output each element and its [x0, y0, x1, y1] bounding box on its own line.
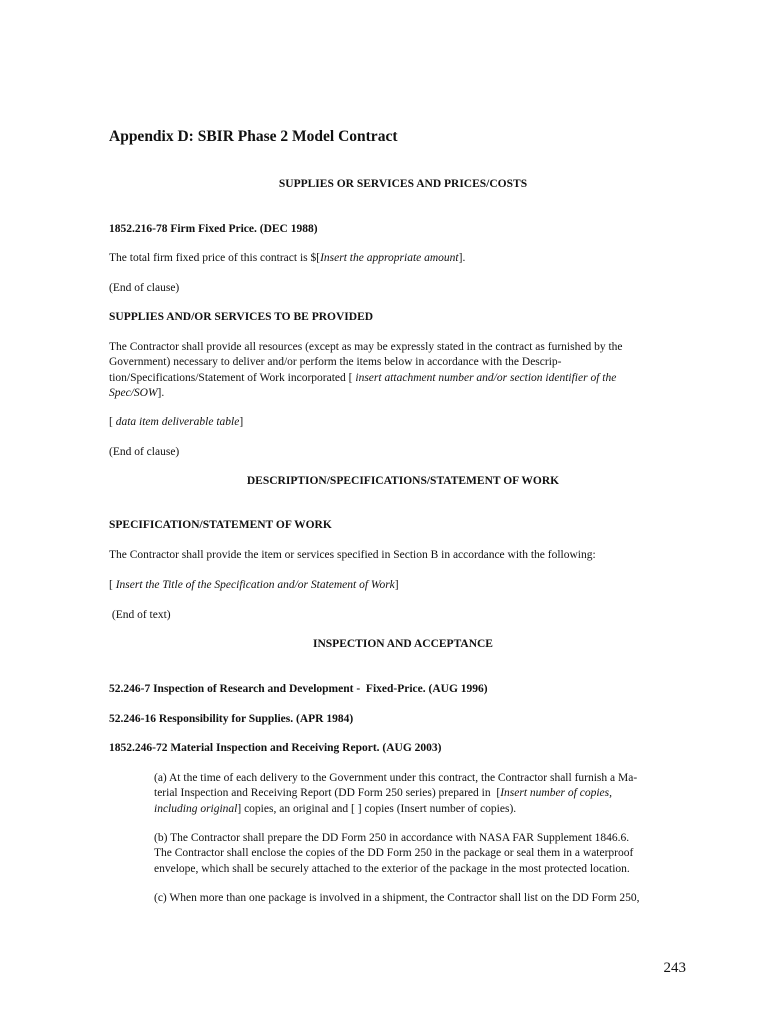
- paragraph-b: [154, 831, 633, 877]
- paragraph-c: [154, 891, 640, 906]
- heading-inspection: INSPECTION AND ACCEPTANCE: [313, 638, 493, 650]
- paragraph-a-line-1: (a) At the time of each delivery to the Government under this contract, the Contractor shall furnish a Ma-: [154, 772, 638, 784]
- insert-title-prefix: [: [109, 579, 116, 591]
- paragraph-a-line-3-text: ] copies, an original and [ ] copies (Insert number of copies).: [237, 802, 517, 815]
- firm-price-prefix: The total firm fixed price of this contract is $[: [109, 252, 321, 264]
- resources-line-1: The Contractor shall provide all resources (except as may be expressly stated in the contract as furnished by the: [109, 341, 623, 353]
- insert-title-paragraph: [109, 578, 399, 593]
- paragraph-c-line-1: (c) When more than one package is involved in a shipment, the Contractor shall list on the DD Form 250,: [154, 892, 640, 904]
- contractor-item-paragraph: The Contractor shall provide the item or services specified in Section B in accordance with the following:: [109, 549, 596, 561]
- data-item-placeholder: data item deliverable table: [115, 416, 240, 428]
- firm-price-suffix: ].: [458, 252, 466, 264]
- page-number: 243: [663, 960, 686, 976]
- end-of-text: (End of text): [109, 609, 171, 621]
- resources-line-3-text: tion/Specifications/Statement of Work incorporated [: [109, 371, 356, 384]
- clause-52-246-16: 52.246-16 Responsibility for Supplies. (APR 1984): [109, 713, 354, 725]
- heading-supplies-provided: SUPPLIES AND/OR SERVICES TO BE PROVIDED: [109, 311, 374, 323]
- clause-52-246-7: 52.246-7 Inspection of Research and Development - Fixed-Price. (AUG 1996): [109, 683, 488, 695]
- heading-supplies-prices: SUPPLIES OR SERVICES AND PRICES/COSTS: [278, 178, 528, 190]
- paragraph-b-line-3: envelope, which shall be securely attached to the exterior of the package in the most protected location.: [154, 862, 630, 875]
- paragraph-a-line-2: [154, 786, 637, 801]
- clause-1852-246-72: 1852.246-72 Material Inspection and Receiving Report. (AUG 2003): [109, 742, 442, 754]
- resources-line-3: [109, 371, 623, 386]
- heading-description: DESCRIPTION/SPECIFICATIONS/STATEMENT OF WORK: [246, 475, 560, 487]
- firm-price-placeholder: Insert the appropriate amount: [320, 252, 459, 264]
- firm-price-paragraph: [109, 251, 465, 266]
- resources-line-4-placeholder: Spec/SOW: [109, 386, 158, 399]
- heading-spec-sow: SPECIFICATION/STATEMENT OF WORK: [109, 519, 332, 531]
- data-item-paragraph: [109, 415, 243, 430]
- insert-title-placeholder: Insert the Title of the Specification and/or Statement of Work: [115, 579, 395, 591]
- insert-title-suffix: ]: [394, 579, 399, 591]
- data-item-prefix: [: [109, 416, 116, 428]
- resources-line-4: [109, 386, 623, 401]
- data-item-suffix: ]: [239, 416, 244, 428]
- end-of-clause-1: (End of clause): [109, 282, 180, 294]
- clause-firm-fixed-price: 1852.216-78 Firm Fixed Price. (DEC 1988): [109, 223, 318, 235]
- paragraph-a-line-3: [154, 802, 637, 817]
- paragraph-a-line-2-text: terial Inspection and Receiving Report (DD Form 250 series) prepared in [: [154, 787, 501, 800]
- resources-line-3-placeholder: insert attachment number and/or section identifier of the: [355, 371, 617, 384]
- end-of-clause-2: (End of clause): [109, 446, 180, 458]
- resources-line-4-text: ].: [157, 386, 165, 399]
- resources-line-2: Government) necessary to deliver and/or perform the items below in accordance with the Descrip-: [109, 356, 562, 369]
- page-title: Appendix D: SBIR Phase 2 Model Contract: [109, 128, 398, 145]
- paragraph-a-line-2-placeholder: Insert number of copies,: [500, 787, 612, 800]
- paragraph-a: [154, 771, 637, 817]
- paragraph-a-line-3-placeholder: including original: [154, 802, 238, 815]
- paragraph-b-line-2: The Contractor shall enclose the copies of the DD Form 250 in the package or seal them in a waterproof: [154, 847, 634, 860]
- resources-paragraph: [109, 340, 623, 401]
- paragraph-b-line-1: (b) The Contractor shall prepare the DD Form 250 in accordance with NASA FAR Supplement 1846.6.: [154, 832, 630, 844]
